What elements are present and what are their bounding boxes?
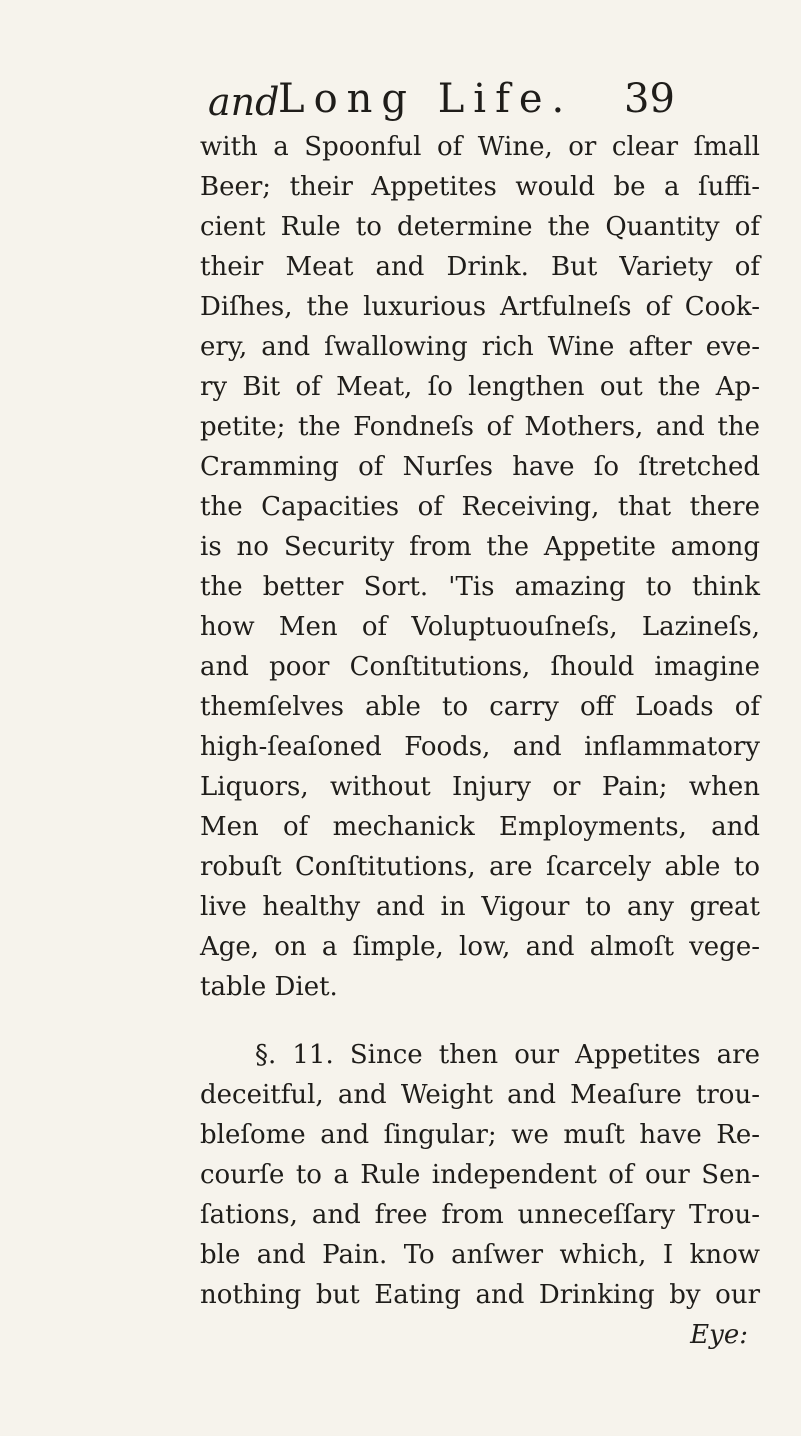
paragraph-gap [200,1007,760,1035]
paragraph-2 [200,1035,760,1355]
text-line: high-ſeaſoned Foods, and inflammatory [200,732,760,762]
text-line: ſations, and free from unneceſſary Trou- [200,1200,760,1230]
text-line: Liquors, without Injury or Pain; when [200,772,760,802]
text-line: deceitful, and Weight and Meaſure trou- [200,1080,760,1110]
text-line: themſelves able to carry off Loads of [200,692,760,722]
text-line: courſe to a Rule independent of our Sen- [200,1160,760,1190]
header-and: and [208,80,280,124]
text-line: the better Sort. 'Tis amazing to think [200,572,760,602]
text-line: Beer; their Appetites would be a ſuffi- [200,172,760,202]
catchword [200,1315,760,1355]
text-line: the Capacities of Receiving, that there [200,492,760,522]
text-line: Cramming of Nurſes have ſo ſtretched [200,452,760,482]
text-line: their Meat and Drink. But Variety of [200,252,760,282]
text-line: live healthy and in Vigour to any great [200,892,760,922]
body-text [200,127,760,1355]
text-line: Men of mechanick Employments, and [200,812,760,842]
text-line: table Diet. [200,972,338,1002]
text-line: robuſt Conſtitutions, are ſcarcely able to [200,852,760,882]
text-line: how Men of Voluptuouſneſs, Lazineſs, [200,612,760,642]
catchword-text: Eye: [690,1320,748,1350]
text-line: Age, on a ſimple, low, and almoſt vege- [200,932,760,962]
text-line: Diſhes, the luxurious Artfulneſs of Cook- [200,292,760,322]
text-line: ery, and ſwallowing rich Wine after eve- [200,332,760,362]
page-number: 39 [624,76,675,122]
text-line: §. 11. Since then our Appetites are [255,1040,760,1070]
text-line: with a Spoonful of Wine, or clear ſmall [200,132,760,162]
text-line: bleſome and ſingular; we muſt have Re- [200,1120,760,1150]
header-title: Long Life. [278,76,574,122]
text-line: ble and Pain. To anſwer which, I know [200,1240,760,1270]
text-line: is no Security from the Appetite among [200,532,760,562]
paragraph-1 [200,127,760,1007]
text-line: cient Rule to determine the Quantity of [200,212,760,242]
text-line: petite; the Fondneſs of Mothers, and the [200,412,760,442]
running-header [0,68,801,128]
text-line: nothing but Eating and Drinking by our [200,1280,760,1310]
text-line: and poor Conſtitutions, ſhould imagine [200,652,760,682]
text-line: ry Bit of Meat, ſo lengthen out the Ap- [200,372,760,402]
